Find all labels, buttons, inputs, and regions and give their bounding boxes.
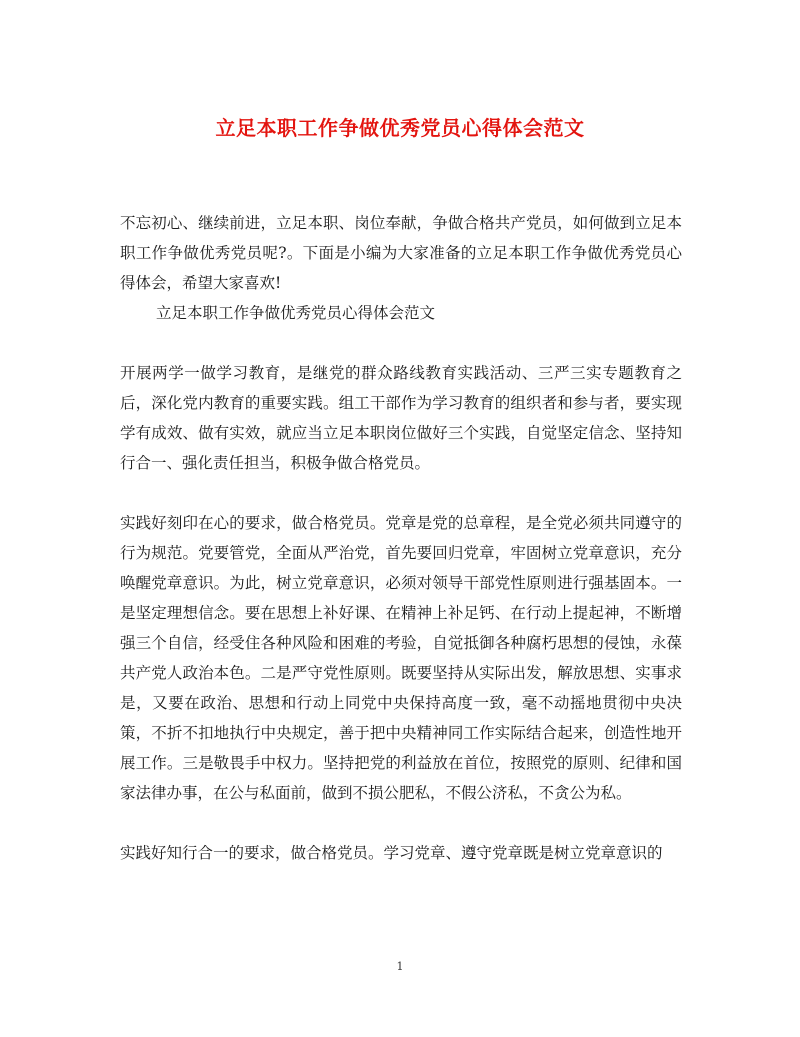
- body-paragraph-3: 实践好知行合一的要求，做合格党员。学习党章、遵守党章既是树立党章意识的: [120, 844, 663, 862]
- body-paragraph-1: 开展两学一做学习教育，是继党的群众路线教育实践活动、三严三实专题教育之后，深化党内教育的重要实践。组工干部作为学习教育的组织者和参与者，要实现学有成效、做有实效，就应当立足本职岗位做好三个实践，自觉坚定信念、坚持知行合一、强化责任担当，积极争做合格党员。: [120, 364, 682, 472]
- paragraph-spacer: [120, 328, 682, 358]
- page-number: 1: [396, 960, 404, 973]
- intro-paragraph: 不忘初心、继续前进，立足本职、岗位奉献，争做合格共产党员，如何做到立足本职工作争做优秀党员呢?。下面是小编为大家准备的立足本职工作争做优秀党员心得体会，希望大家喜欢!: [120, 214, 682, 292]
- paragraph-spacer: [120, 808, 682, 838]
- body-paragraph-2: 实践好刻印在心的要求，做合格党员。党章是党的总章程，是全党必须共同遵守的行为规范。党要管党，全面从严治党，首先要回归党章，牢固树立党章意识，充分唤醒党章意识。为此，树立党章意识，必须对领导干部党性原则进行强基固本。一是坚定理想信念。要在思想上补好课、在精神上补足钙、在行动上提起神，不断增强三个自信，经受住各种风险和困难的考验，自觉抵御各种腐朽思想的侵蚀，永葆共产党人政治本色。二是严守党性原则。既要坚持从实际出发，解放思想、实事求是，又要在政治、思想和行动上同党中央保持高度一致，毫不动摇地贯彻中央决策，不折不扣地执行中央规定，善于把中央精神同工作实际结合起来，创造性地开展工作。三是敬畏手中权力。坚持把党的利益放在首位，按照党的原则、纪律和国家法律办事，在公与私面前，做到不损公肥私，不假公济私，不贪公为私。: [120, 514, 682, 802]
- subtitle-line: 立足本职工作争做优秀党员心得体会范文: [156, 304, 436, 322]
- document-body: [120, 208, 682, 868]
- document-title: 立足本职工作争做优秀党员心得体会范文: [215, 116, 585, 140]
- paragraph-spacer: [120, 478, 682, 508]
